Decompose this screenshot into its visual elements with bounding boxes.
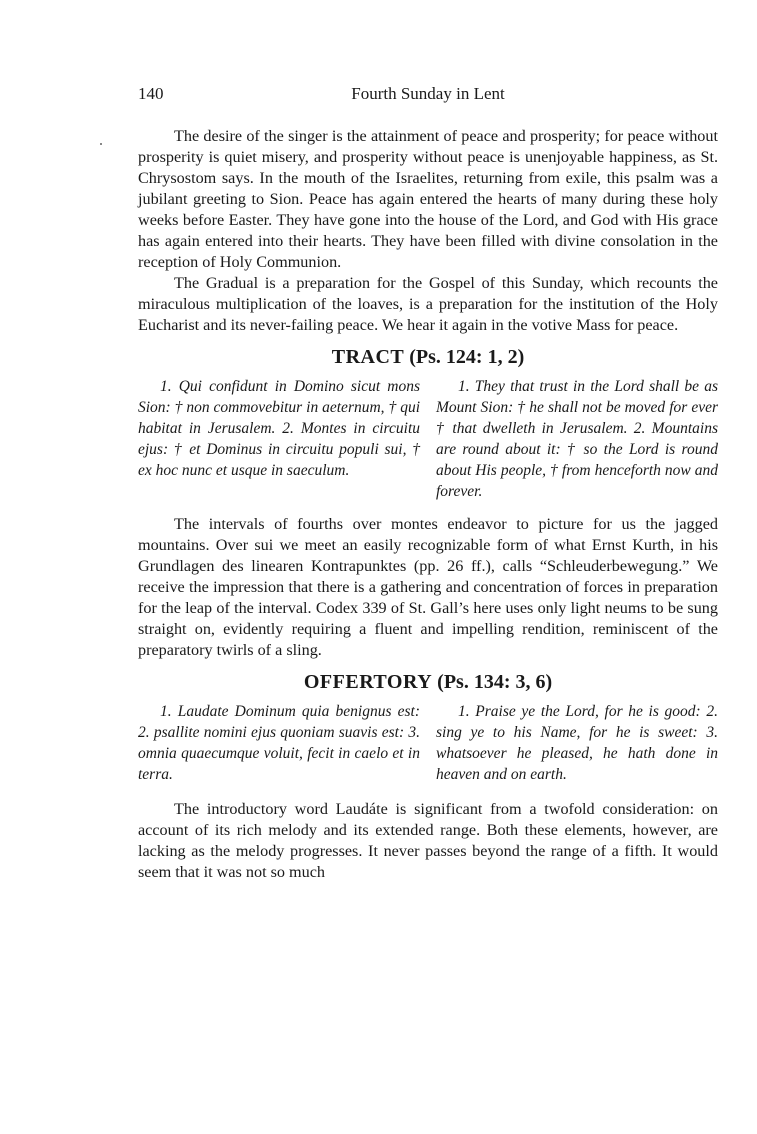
offertory-commentary: The introductory word Laudáte is significant from a twofold consideration: on account of its rich melody and its extended range. Both these elements, however, are lacking as the melody progresses. It never passes beyond the range of a fifth. It would seem that it was not so much bbox=[138, 800, 718, 881]
offertory-latin-text: 1. Laudate Dominum quia benignus est: 2. psallite nomini ejus quoniam suavis est: 3. omnia quaecumque voluit, fecit in caelo et in terra. bbox=[138, 703, 420, 783]
running-title: Fourth Sunday in Lent bbox=[351, 84, 505, 103]
offertory-english-text: 1. Praise ye the Lord, for he is good: 2. sing ye to his Name, for he is sweet: 3. whatsoever he pleased, he hath done in heaven and on earth. bbox=[436, 703, 718, 783]
offertory-reference: (Ps. 134: 3, 6) bbox=[437, 671, 553, 693]
tract-texts bbox=[138, 376, 718, 502]
tract-english-text: 1. They that trust in the Lord shall be as Mount Sion: † he shall not be moved for ever † that dwelleth in Jerusalem. 2. Mountains are round about it: † so the Lord is round about His people, † from henceforth now and forever. bbox=[436, 378, 718, 500]
tract-commentary: The intervals of fourths over montes endeavor to picture for us the jagged mountains. Over sui we meet an easily recognizable form of what Ernst Kurth, in his Grundlagen des linearen Kontrapunktes (pp. 26 ff.), calls “Schleuderbewegung.” We receive the impression that there is a gathering and concentration of forces in preparation for the leap of the interval. Codex 339 of St. Gall’s here uses only light neums to be sung straight on, evidently requiring a fluent and impelling rendition, reminiscent of the preparatory twirls of a sling. bbox=[138, 515, 718, 659]
tract-heading bbox=[138, 344, 718, 370]
body-paragraph-1: The desire of the singer is the attainment of peace and prosperity; for peace without prosperity is quiet misery, and prosperity without peace is unenjoyable happiness, as St. Chrysostom says. In the mouth of the Israelites, returning from exile, this psalm was a jubilant greeting to Sion. Peace has again entered the hearts of many during these holy weeks before Easter. They have gone into the house of the Lord, and God with His grace has again entered into their hearts. They have been filled with divine consolation in the reception of Holy Communion. bbox=[138, 127, 718, 271]
margin-mark bbox=[100, 143, 102, 145]
body-paragraph-2: The Gradual is a preparation for the Gospel of this Sunday, which recounts the miraculous multiplication of the loaves, is a preparation for the institution of the Holy Eucharist and its never-failing peace. We hear it again in the votive Mass for peace. bbox=[138, 274, 718, 334]
offertory-title: OFFERTORY bbox=[303, 671, 433, 693]
book-page bbox=[138, 80, 718, 883]
tract-latin-text: 1. Qui confidunt in Domino sicut mons Sion: † non commovebitur in aeternum, † qui habitat in Jerusalem. 2. Montes in circuitu ejus: † et Dominus in circuitu populi sui, † ex hoc nunc et usque in saeculum. bbox=[138, 378, 420, 479]
running-head bbox=[138, 80, 718, 110]
tract-title: TRACT bbox=[331, 346, 405, 368]
tract-reference: (Ps. 124: 1, 2) bbox=[409, 346, 525, 368]
offertory-heading bbox=[138, 669, 718, 695]
offertory-texts bbox=[138, 701, 718, 785]
page-number: 140 bbox=[138, 84, 164, 103]
